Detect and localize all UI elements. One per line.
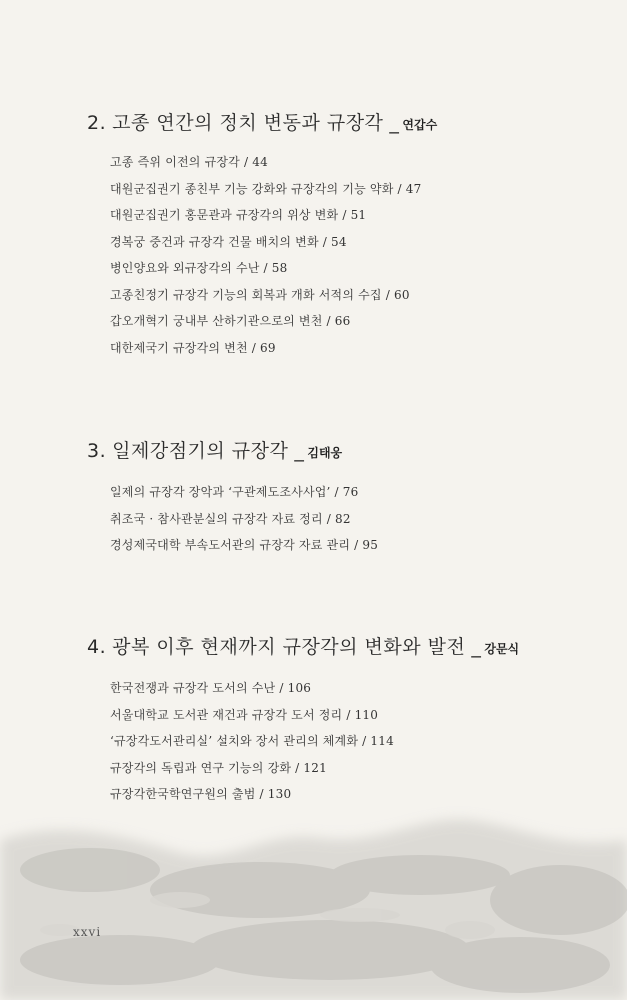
section-author: 연갑수 bbox=[402, 118, 438, 132]
toc-entry[interactable]: 갑오개혁기 궁내부 산하기관으로의 변천 / 66 bbox=[110, 314, 351, 328]
toc-entry[interactable]: 경성제국대학 부속도서관의 규장각 자료 관리 / 95 bbox=[110, 538, 379, 552]
section-title: 고종 연간의 정치 변동과 규장각 bbox=[112, 112, 384, 134]
section-title: 광복 이후 현재까지 규장각의 변화와 발전 bbox=[112, 636, 466, 658]
toc-entry[interactable]: 병인양요와 외규장각의 수난 / 58 bbox=[110, 261, 288, 275]
toc-entry[interactable]: 규장각한국학연구원의 출범 / 130 bbox=[110, 787, 292, 801]
title-separator: _ bbox=[471, 636, 482, 658]
title-separator: _ bbox=[294, 440, 305, 462]
toc-entry[interactable]: 취조국 · 참사관분실의 규장각 자료 정리 / 82 bbox=[110, 511, 351, 526]
toc-entry[interactable]: 대원군집권기 홍문관과 규장각의 위상 변화 / 51 bbox=[110, 208, 367, 222]
section-author: 강문식 bbox=[484, 642, 520, 656]
section-number: 3. bbox=[87, 440, 107, 462]
toc-entry[interactable]: 대한제국기 규장각의 변천 / 69 bbox=[110, 340, 276, 355]
section-entries bbox=[110, 149, 421, 361]
section-heading bbox=[87, 108, 437, 135]
section-number: 2. bbox=[87, 112, 107, 134]
toc-entry[interactable]: ‘규장각도서관리실’ 설치와 장서 관리의 체계화 / 114 bbox=[110, 734, 394, 748]
toc-entry[interactable]: 일제의 규장각 장악과 ‘구관제도조사사업’ / 76 bbox=[110, 485, 359, 499]
toc-entry[interactable]: 경복궁 중건과 규장각 건물 배치의 변화 / 54 bbox=[110, 234, 347, 249]
section-heading bbox=[87, 436, 342, 463]
toc-entry[interactable]: 규장각의 독립과 연구 기능의 강화 / 121 bbox=[110, 760, 327, 775]
toc-entry[interactable]: 대원군집권기 종친부 기능 강화와 규장각의 기능 약화 / 47 bbox=[110, 181, 422, 196]
section-entries bbox=[110, 675, 394, 808]
section-number: 4. bbox=[87, 636, 107, 658]
section-heading bbox=[87, 632, 519, 659]
page-number: xxvi bbox=[73, 925, 102, 939]
toc-entry[interactable]: 고종 즉위 이전의 규장각 / 44 bbox=[110, 155, 268, 169]
section-author: 김태웅 bbox=[307, 446, 343, 460]
title-separator: _ bbox=[389, 112, 400, 134]
toc-entry[interactable]: 고종친정기 규장각 기능의 회복과 개화 서적의 수집 / 60 bbox=[110, 287, 410, 302]
section-title: 일제강점기의 규장각 bbox=[112, 440, 289, 462]
section-entries bbox=[110, 479, 378, 559]
toc-entry[interactable]: 서울대학교 도서관 재건과 규장각 도서 정리 / 110 bbox=[110, 707, 379, 722]
toc-entry[interactable]: 한국전쟁과 규장각 도서의 수난 / 106 bbox=[110, 681, 312, 695]
